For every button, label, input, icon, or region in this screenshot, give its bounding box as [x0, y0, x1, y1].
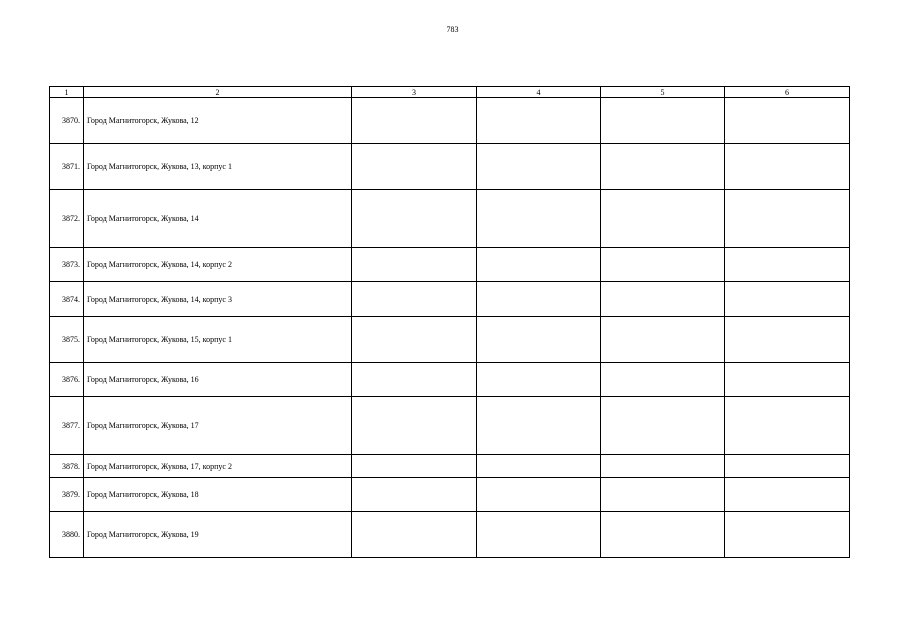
- row-cell-3: [352, 512, 477, 558]
- row-number: 3880.: [50, 512, 84, 558]
- row-cell-4: [477, 190, 601, 248]
- row-cell-6: [725, 190, 850, 248]
- row-number: 3874.: [50, 282, 84, 317]
- row-number: 3872.: [50, 190, 84, 248]
- row-cell-6: [725, 512, 850, 558]
- row-cell-4: [477, 282, 601, 317]
- row-cell-5: [601, 144, 725, 190]
- row-cell-4: [477, 363, 601, 397]
- row-address: Город Магнитогорск, Жукова, 14: [84, 190, 352, 248]
- table-row: [50, 363, 850, 397]
- row-cell-5: [601, 190, 725, 248]
- row-cell-5: [601, 478, 725, 512]
- row-cell-3: [352, 317, 477, 363]
- row-cell-5: [601, 98, 725, 144]
- row-cell-4: [477, 317, 601, 363]
- row-address: Город Магнитогорск, Жукова, 14, корпус 2: [84, 248, 352, 282]
- row-cell-6: [725, 363, 850, 397]
- table-row: [50, 248, 850, 282]
- row-number: 3875.: [50, 317, 84, 363]
- column-header-5: 5: [601, 87, 725, 98]
- row-cell-3: [352, 478, 477, 512]
- row-address: Город Магнитогорск, Жукова, 13, корпус 1: [84, 144, 352, 190]
- column-header-6: 6: [725, 87, 850, 98]
- row-cell-4: [477, 455, 601, 478]
- table-row: [50, 455, 850, 478]
- row-cell-5: [601, 397, 725, 455]
- row-cell-6: [725, 478, 850, 512]
- row-cell-4: [477, 144, 601, 190]
- row-cell-6: [725, 248, 850, 282]
- row-cell-5: [601, 512, 725, 558]
- table-row: [50, 282, 850, 317]
- row-number: 3871.: [50, 144, 84, 190]
- row-cell-3: [352, 190, 477, 248]
- row-number: 3877.: [50, 397, 84, 455]
- page-number: 783: [446, 25, 459, 34]
- row-cell-6: [725, 282, 850, 317]
- address-register-table: [49, 86, 850, 558]
- row-cell-3: [352, 98, 477, 144]
- row-cell-5: [601, 363, 725, 397]
- header-row: [50, 87, 850, 98]
- row-cell-6: [725, 317, 850, 363]
- row-number: 3870.: [50, 98, 84, 144]
- row-number: 3878.: [50, 455, 84, 478]
- row-number: 3873.: [50, 248, 84, 282]
- row-cell-5: [601, 317, 725, 363]
- row-cell-5: [601, 248, 725, 282]
- row-address: Город Магнитогорск, Жукова, 12: [84, 98, 352, 144]
- table-row: [50, 98, 850, 144]
- table-row: [50, 397, 850, 455]
- row-cell-4: [477, 248, 601, 282]
- column-header-2: 2: [84, 87, 352, 98]
- table-row: [50, 190, 850, 248]
- column-header-4: 4: [477, 87, 601, 98]
- row-cell-4: [477, 478, 601, 512]
- row-cell-5: [601, 282, 725, 317]
- row-cell-6: [725, 98, 850, 144]
- row-cell-3: [352, 397, 477, 455]
- table-row: [50, 144, 850, 190]
- row-cell-3: [352, 144, 477, 190]
- row-cell-4: [477, 397, 601, 455]
- row-cell-3: [352, 248, 477, 282]
- table-row: [50, 478, 850, 512]
- column-header-1: 1: [50, 87, 84, 98]
- row-cell-3: [352, 363, 477, 397]
- row-address: Город Магнитогорск, Жукова, 16: [84, 363, 352, 397]
- row-cell-4: [477, 98, 601, 144]
- row-address: Город Магнитогорск, Жукова, 14, корпус 3: [84, 282, 352, 317]
- row-address: Город Магнитогорск, Жукова, 17, корпус 2: [84, 455, 352, 478]
- row-cell-3: [352, 282, 477, 317]
- row-number: 3879.: [50, 478, 84, 512]
- row-cell-6: [725, 455, 850, 478]
- row-cell-6: [725, 144, 850, 190]
- table-row: [50, 317, 850, 363]
- row-number: 3876.: [50, 363, 84, 397]
- table-row: [50, 512, 850, 558]
- row-address: Город Магнитогорск, Жукова, 19: [84, 512, 352, 558]
- row-cell-4: [477, 512, 601, 558]
- row-cell-3: [352, 455, 477, 478]
- row-cell-5: [601, 455, 725, 478]
- row-cell-6: [725, 397, 850, 455]
- row-address: Город Магнитогорск, Жукова, 15, корпус 1: [84, 317, 352, 363]
- row-address: Город Магнитогорск, Жукова, 18: [84, 478, 352, 512]
- row-address: Город Магнитогорск, Жукова, 17: [84, 397, 352, 455]
- column-header-3: 3: [352, 87, 477, 98]
